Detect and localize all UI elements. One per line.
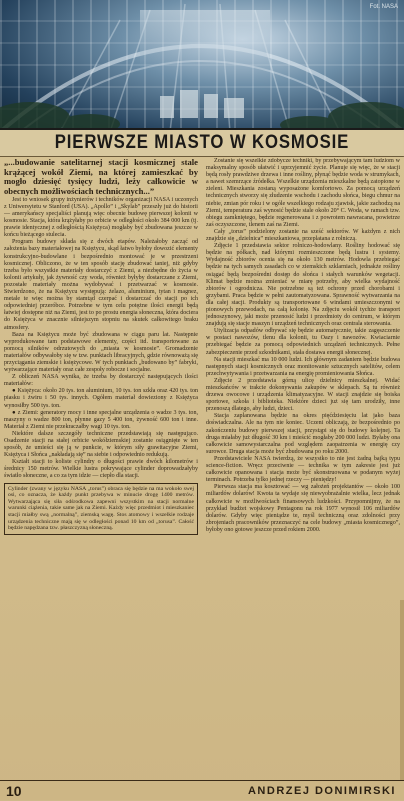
page-number: 10	[6, 783, 22, 799]
info-box: Cylinder (zwany w języku NASA „torus”) obraca się będzie na ma wokoło swej osi, co oznacza, że każdy punkt przebywa w minucie drogę 1400 metrów. Wytwarzająca się siła odśrodkowa zapewni wszystkim na stacji normalne warunki ciążenia, takie same jak na Ziemi. Każdy więc przedmiot i mieszkaniec stacji miałby swą „normalną”, ziemską wagę. Stos atomowy i wszelkie rodzaje urządzenia techniczne mają się w odległości ponad 10 km od „torusa”. Całość będzie napędzana tzw. płaszczyzną słoneczną.	[4, 483, 198, 535]
paragraph: Jest to wniosek grupy inżynierów i techników organizacji NASA i uczonych z Uniwersytetu w Stanford (USA). „Apollo” i „Skylab” przeszły już do historii — amerykańscy specjaliści planują więc obecnie budowę pierwszej kolonii w kosmosie. Stacja, która krążyłaby po orbicie w odległości około 384 000 km (tj. prawie identycznej z odległością Księżyca) mogłaby być zbudowana jeszcze w końcu bieżącego stulecia.	[4, 196, 198, 239]
photo-caption: Fot. NASA	[369, 4, 398, 10]
paragraph: Przedstawiciele NASA twierdzą, że wszystko to nie jest żadną bajką typu science-fiction. Wręcz przeciwnie — technika w tym zakresie jest już całkowicie opanowana i stacja może być skonstruowana w podanym wyżej terminach. Potrzeba tylko jednej rzeczy — pieniędzy!	[206, 455, 400, 484]
paragraph: Program budowy składa się z dwóch etapów. Należałoby zacząć od założenia bazy materiałowej na Księżycu, skąd łatwo byłoby dowozić elementy konstrukcyjno-budowlane i bezpośrednio montować je w przestrzeni kosmicznej. Obliczono, że w ten sposób stację zbudować taniej, niż gdyby trzeba było wszystkie materiały dostarczyć z Ziemi, a niezbędne do życia w kolonii artykuły, jak żywność czy woda, również byłyby dostarczane z Ziemi, pozostałe materiały można wydobywać i przetwarzać w kosmosie. Stwierdzono, że na Księżycu występują: żelazo, aluminium, tytan i magnez, metale te więc można by stamtąd czerpać i dostarczać do stacji po ich odpowiedniej przeróbce. Potrzebne w tym celu potężne ilości energii będą łatwiej dostępne niż na Ziemi, jest to po prostu energia słoneczna, która dociera do Księżyca w znacznie silniejszym stopniu na skutek całkowitego braku atmosfery.	[4, 239, 198, 331]
paragraph: ● Księżyca: około 20 tys. ton aluminium, 10 tys. ton szkła oraz 420 tys. ton piasku i żwiru i 50 tys. innych. Ogółem materiał dowieziony z Księżyca wynosiłby 500 tys. ton.	[4, 388, 198, 409]
column-right	[206, 158, 400, 778]
paragraph: Zdjęcie 1 przedstawia sektor rolniczo-hodowlany. Rośliny hodować się będzie na półkach, nad którymi rozmieszczone będą lustra i systemy. Wydajność zbiorów ocenia się na około 130 metrów. Hodowla przebiegać będzie na tych samych zasadach co w ziemskich szklarniach, jednakże rośliny osiągać będą bezpośredni dostęp do słońca i stałych warunków wegetacji. Klimat będzie można zmieniać w miarę potrzeby, aby wielka wydajność zbiorów i ogrodnicza. Nie potrzebne są też ochrony przed chorobami i grzybami. Praca będzie w pełni zautomatyzowana. Sprawność wytwarzania na dla całej stacji. Produkty są transportowane 6 windami umieszczonymi w pionowych przewodach, na całą kolonię. Na zdjęciu wokół tychże transport jednoszynowy, jaki może przenosić ludzi i przedmioty do centrum, w którym znajdują się stacje maszyn i urządzeń technicznych oraz centrala sterowania.	[206, 243, 400, 328]
page-edge	[400, 600, 404, 780]
paragraph: Na stacji mieszkać ma 10 000 ludzi. Ich głównym zadaniem będzie budowa następnych stacji kosmicznych oraz monitowanie sztucznych satelitów, celem przechwytywania i przetwarzania na energię promieniowania Słońca.	[206, 356, 400, 377]
paragraph: Zostanie się wszelkie zdobycze techniki, by przebywającym tam ludziom w maksymalny sposób ułatwić i uprzyjemnić życie. Planuje się więc, że w stacji będą rosły prawdziwe drzewa i inne rośliny, płynąć będzie woda w strumykach, a nawet szemrzące źródełka. Wszelkie urządzenia mieszkalne będą zatopione w zieleni. Mieszkania zostaną wyposażone komfortowo. Za pomocą urządzeń technicznych stworzy się złudzenie wschodu i zachodu słońca, biegu chmur na niebie, zmian pór roku i w ogóle wszelkiego rodzaju zjawisk, jakie zachodzą na Ziemi, temperatura zaś wynosić będzie stale około 20° C. Woda, w ramach tzw. obiegu zamkniętego, będzie regenerowana i z powrotem nawracana, powietrze zaś oczyszczone, tlenem zaś na Ziemi.	[206, 158, 400, 228]
paragraph: Z obliczeń NASA wynika, że trzeba by dostarczyć następujących ilości materiałów:	[4, 374, 198, 388]
column-left	[4, 158, 198, 778]
page-footer	[0, 780, 404, 801]
paragraph: Cały „torus” podzielony zostanie na sześć sektorów. W każdym z nich znajdzie się „dzielnica” mieszkaniowa, przeplatana z rolniczą.	[206, 228, 400, 243]
paragraph: Utylizacja odpadów odbywać się będzie automatycznie, takie zagęszczenie w postaci nawozów, tlenu dla kolonii, tu Oazy i nawozów. Kwiaciarnie przebiegać będzie za pomocą odpowiednich urządzeń technicznych. Pełne zabezpieczenie przed szkodnikami, stała dostawa energii słonecznej.	[206, 328, 400, 356]
author-name: ANDRZEJ DONIMIRSKI	[247, 785, 396, 797]
article-title: PIERWSZE MIASTO W KOSMOSIE	[0, 128, 404, 157]
paragraph: Kształt stacji to koliste cylindry o długości prawie dwóch kilometrów i średnicy 150 metrów. Wielkie lustra pokrywające cylinder doprowadzałyby światło słoneczne, a co za tym idzie — ciepło dla stacji.	[4, 459, 198, 480]
paragraph: Zdjęcie 2 przedstawia górną ulicę dzielnicy mieszkalnej. Widać mieszkańców w trakcie dokonywania zakupów w sklepach. Są tu również drzewa owocowe i urządzenia klimatyzacyjne. W stacji znajdzie się boiska sportowe, szkoła i biblioteka. Niektóre dzieci już się tam urodziły, inne przenoszą dlatego, aby ludzi, dzieci.	[206, 377, 400, 413]
paragraph: Niektóre dalsze szczegóły techniczne przedstawiają się następująco. Osadzenie stacji na stałej orbicie wokółziemskiej zostanie osiągnięte w ten sposób, że umieści się ją w punkcie, w którym siły grawitacyjne Ziemi, Księżyca i Słońca „nakładają się” na siebie i odpowiednio redukują.	[4, 430, 198, 459]
paragraph: ● z Ziemi: generatory mocy i inne specjalne urządzenia o wadze 3 tys. ton, maszyny o wadze 800 ton, płynne gazy 5 400 ton, żywność 600 ton i inne. Materiał z Ziemi nie przekraczałby wagi 10 tys. ton.	[4, 409, 198, 430]
article-body	[4, 158, 400, 778]
article-lead: „...budowanie satelitarnej stacji kosmicznej stale krążącej wokół Ziemi, na której zamieszkać by mogło dziesięć tysięcy ludzi, leży całkowicie w obecnych możliwościach technicznych...”	[4, 158, 198, 197]
paragraph: Pierwsza stacja ma kosztować — wg założeń projektantów — około 100 miliardów dolarów! Kwota ta wydaje się niewyobrażalnie wielka, lecz jednak całkowicie w możliwościach finansowych ludzkości. Przypomnijmy, że na przykład budżet wojskowy Pentagonu na rok 1977 wynosił 106 miliardów dolarów. Gdyby więc pieniądze te, myśl techniczną oraz zdolności przy zbrojeniach pracowników przeznaczyć na cele budowy „miasta kosmicznego”, byłoby ono gotowe jeszcze przed rokiem 2000.	[206, 484, 400, 533]
paragraph: Baza na Księżycu może być zbudowana w ciągu paru lat. Następnie wyprodukowane tam podstawowe elementy, części itd. transportowane za pomocą silników odrzutowych do „miasta w kosmosie”. Gromadzenie materiałów odbywałoby się w tzw. punktach libracyjnych, gdzie równoważą się przyciągania ziemskie i księżycowe. W tych punktach „budowano by” fabryki, wytwarzające materiały oraz całe zespoły robocze i socjalne.	[4, 331, 198, 374]
paragraph: Stacja zaplanowana będzie na okres pięćdziesięciu lat jako baza doświadczalna. Ale na tym nie koniec. Uczeni obliczają, że bezpośrednio po zakończeniu budowy pierwszej stacji, przystąpi się do budowy kolejnej. Ta druga miałaby już długość 30 km i mieścić mogłaby 200 000 ludzi. Byłaby ona całkowicie samowystarczalna pod względem zaopatrzenia w energię czy surowce. Druga stacja może być zbudowana po roku 2000.	[206, 413, 400, 455]
space-station-illustration	[0, 0, 404, 132]
header-photo	[0, 0, 404, 132]
